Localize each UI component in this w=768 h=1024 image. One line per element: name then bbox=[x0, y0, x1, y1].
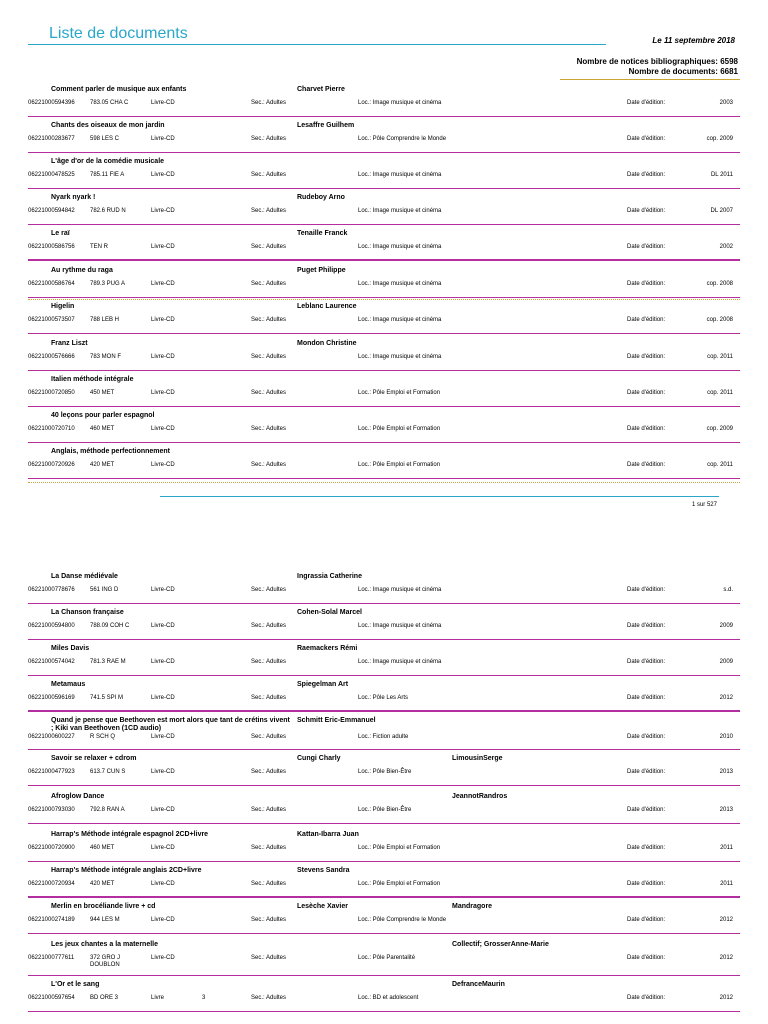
record-location: Loc.: Pôle Les Arts bbox=[358, 695, 409, 701]
record-location: Loc.: Pôle Emploi et Formation bbox=[358, 462, 441, 468]
record-edition-label: Date d'édition: bbox=[627, 734, 666, 740]
record-call-number: 741.5 SPI M bbox=[90, 695, 124, 701]
record-section: Sec.: Adultes bbox=[251, 955, 287, 961]
record-title: Afroglow Dance bbox=[51, 793, 105, 800]
record-edition-year: cop. 2008 bbox=[706, 281, 733, 287]
document-record bbox=[28, 117, 740, 153]
record-location: Loc.: Pôle Parentalité bbox=[358, 955, 416, 961]
document-record bbox=[28, 407, 740, 443]
record-edition-year: cop. 2008 bbox=[706, 317, 733, 323]
dotted-divider bbox=[28, 482, 740, 483]
record-type: Livre-CD bbox=[151, 317, 175, 323]
record-edition-label: Date d'édition: bbox=[627, 881, 666, 887]
record-barcode: 06221000574042 bbox=[28, 659, 75, 665]
record-barcode: 06221000594396 bbox=[28, 100, 75, 106]
record-edition-label: Date d'édition: bbox=[627, 995, 666, 1001]
record-location: Loc.: Pôle Emploi et Formation bbox=[358, 845, 441, 851]
record-call-number: BD ORE 3 bbox=[90, 995, 119, 1001]
record-type: Livre-CD bbox=[151, 695, 175, 701]
record-section: Sec.: Adultes bbox=[251, 734, 287, 740]
record-co-author: JeannotRandros bbox=[452, 793, 508, 800]
record-volume: 3 bbox=[202, 995, 206, 1001]
document-record bbox=[28, 225, 740, 261]
record-barcode: 06221000720850 bbox=[28, 390, 75, 396]
record-title: Savoir se relaxer + cdrom bbox=[51, 755, 137, 762]
record-section: Sec.: Adultes bbox=[251, 659, 287, 665]
record-title: Comment parler de musique aux enfants bbox=[51, 86, 187, 93]
document-record bbox=[28, 262, 740, 298]
record-section: Sec.: Adultes bbox=[251, 881, 287, 887]
record-type: Livre-CD bbox=[151, 244, 175, 250]
record-author: Lesèche Xavier bbox=[297, 903, 348, 910]
record-call-number: 460 MET bbox=[90, 426, 115, 432]
record-barcode: 06221000600227 bbox=[28, 734, 75, 740]
record-type: Livre-CD bbox=[151, 807, 175, 813]
record-title: Higelin bbox=[51, 303, 75, 310]
record-section: Sec.: Adultes bbox=[251, 769, 287, 775]
record-author: Puget Philippe bbox=[297, 267, 346, 274]
record-barcode: 06221000720900 bbox=[28, 845, 75, 851]
record-author: Lesaffre Guilhem bbox=[297, 122, 355, 129]
record-section: Sec.: Adultes bbox=[251, 462, 287, 468]
record-type: Livre-CD bbox=[151, 426, 175, 432]
record-edition-label: Date d'édition: bbox=[627, 426, 666, 432]
record-call-number: TEN R bbox=[90, 244, 108, 250]
record-call-number: 561 ING D bbox=[90, 587, 119, 593]
record-title: Merlin en brocéliande livre + cd bbox=[51, 903, 156, 910]
record-type: Livre-CD bbox=[151, 354, 175, 360]
record-location: Loc.: Pôle Bien-Être bbox=[358, 807, 412, 813]
record-call-number: 788.09 COH C bbox=[90, 623, 130, 629]
record-location: Loc.: Image musique et cinéma bbox=[358, 587, 442, 593]
record-edition-year: 2013 bbox=[719, 769, 733, 775]
record-location: Loc.: Pôle Emploi et Formation bbox=[358, 390, 441, 396]
record-edition-label: Date d'édition: bbox=[627, 587, 666, 593]
record-author: Cungi Charly bbox=[297, 755, 341, 762]
record-barcode: 06221000477923 bbox=[28, 769, 75, 775]
record-edition-label: Date d'édition: bbox=[627, 659, 666, 665]
record-location: Loc.: Pôle Emploi et Formation bbox=[358, 881, 441, 887]
record-call-number: 792.8 RAN A bbox=[90, 807, 125, 813]
record-type: Livre-CD bbox=[151, 390, 175, 396]
record-title: Harrap's Méthode intégrale espagnol 2CD+livre bbox=[51, 831, 209, 838]
record-title: Chants des oiseaux de mon jardin bbox=[51, 122, 165, 129]
record-barcode: 06221000777611 bbox=[28, 955, 75, 961]
record-type: Livre-CD bbox=[151, 917, 175, 923]
record-edition-year: DL 2007 bbox=[710, 208, 733, 214]
record-location: Loc.: Pôle Comprendre le Monde bbox=[358, 136, 447, 142]
record-edition-year: cop. 2011 bbox=[707, 354, 733, 360]
record-edition-label: Date d'édition: bbox=[627, 208, 666, 214]
record-author: Kattan-Ibarra Juan bbox=[297, 831, 359, 838]
document-record bbox=[28, 976, 740, 1012]
record-edition-year: 2013 bbox=[719, 807, 733, 813]
record-type: Livre-CD bbox=[151, 208, 175, 214]
record-title: Quand je pense que Beethoven est mort alors que tant de crétins vivent ; Kiki van Beethoven (1CD audio) bbox=[51, 717, 290, 732]
record-call-number: 420 MET bbox=[90, 462, 115, 468]
record-edition-year: 2012 bbox=[719, 955, 733, 961]
record-edition-label: Date d'édition: bbox=[627, 462, 666, 468]
record-section: Sec.: Adultes bbox=[251, 587, 287, 593]
record-barcode: 06221000720934 bbox=[28, 881, 75, 887]
record-type: Livre-CD bbox=[151, 100, 175, 106]
record-location: Loc.: Image musique et cinéma bbox=[358, 354, 442, 360]
record-location: Loc.: BD et adolescent bbox=[358, 995, 419, 1001]
record-section: Sec.: Adultes bbox=[251, 136, 287, 142]
record-edition-year: 2012 bbox=[719, 917, 733, 923]
record-section: Sec.: Adultes bbox=[251, 208, 287, 214]
record-type: Livre-CD bbox=[151, 281, 175, 287]
record-section: Sec.: Adultes bbox=[251, 917, 287, 923]
document-record bbox=[28, 298, 740, 334]
record-section: Sec.: Adultes bbox=[251, 172, 287, 178]
document-record bbox=[28, 604, 740, 640]
record-section: Sec.: Adultes bbox=[251, 100, 287, 106]
record-edition-label: Date d'édition: bbox=[627, 136, 666, 142]
document-record bbox=[28, 826, 740, 862]
document-record bbox=[28, 898, 740, 934]
record-call-number: 781.3 RAE M bbox=[90, 659, 126, 665]
record-author: Rudeboy Arno bbox=[297, 194, 345, 201]
document-record bbox=[28, 712, 740, 750]
record-edition-year: 2002 bbox=[719, 244, 733, 250]
record-location: Loc.: Image musique et cinéma bbox=[358, 281, 442, 287]
record-title: Les jeux chantes a la maternelle bbox=[51, 941, 158, 948]
record-edition-year: 2012 bbox=[719, 995, 733, 1001]
record-barcode: 06221000274189 bbox=[28, 917, 75, 923]
document-record bbox=[28, 862, 740, 898]
record-location: Loc.: Image musique et cinéma bbox=[358, 172, 442, 178]
document-record bbox=[28, 788, 740, 824]
record-title: Metamaus bbox=[51, 681, 86, 688]
record-edition-year: 2010 bbox=[719, 734, 733, 740]
record-barcode: 06221000594842 bbox=[28, 208, 75, 214]
record-call-number: 785.11 FIE A bbox=[90, 172, 125, 178]
record-edition-year: 2003 bbox=[719, 100, 733, 106]
record-call-number: 782.6 RUD N bbox=[90, 208, 126, 214]
record-barcode: 06221000597654 bbox=[28, 995, 75, 1001]
record-type: Livre-CD bbox=[151, 955, 175, 961]
record-type: Livre-CD bbox=[151, 587, 175, 593]
record-separator bbox=[28, 823, 740, 824]
record-author: Spiegelman Art bbox=[297, 681, 349, 688]
record-barcode: 06221000576666 bbox=[28, 354, 75, 360]
page-footer-line bbox=[160, 496, 719, 497]
record-edition-year: s.d. bbox=[723, 587, 733, 593]
page-indicator: 1 sur 527 bbox=[691, 502, 717, 508]
record-section: Sec.: Adultes bbox=[251, 623, 287, 629]
document-record bbox=[28, 81, 740, 117]
document-record bbox=[28, 640, 740, 676]
document-record bbox=[28, 568, 740, 604]
record-edition-label: Date d'édition: bbox=[627, 354, 666, 360]
record-edition-label: Date d'édition: bbox=[627, 281, 666, 287]
record-barcode: 06221000573507 bbox=[28, 317, 75, 323]
record-location: Loc.: Image musique et cinéma bbox=[358, 317, 442, 323]
record-type: Livre-CD bbox=[151, 881, 175, 887]
record-call-number: 460 MET bbox=[90, 845, 115, 851]
record-location: Loc.: Image musique et cinéma bbox=[358, 659, 442, 665]
record-title: La Chanson française bbox=[51, 609, 124, 616]
record-title: Miles Davis bbox=[51, 645, 90, 652]
document-record bbox=[28, 189, 740, 225]
record-call-number: 450 MET bbox=[90, 390, 115, 396]
record-barcode: 06221000778676 bbox=[28, 587, 75, 593]
record-title: Harrap's Méthode intégrale anglais 2CD+livre bbox=[51, 867, 202, 874]
record-section: Sec.: Adultes bbox=[251, 244, 287, 250]
record-call-number: 613.7 CUN S bbox=[90, 769, 126, 775]
document-record bbox=[28, 335, 740, 371]
record-edition-year: 2009 bbox=[719, 623, 733, 629]
notices-count: Nombre de notices bibliographiques: 6598 bbox=[576, 57, 738, 66]
record-author: Charvet Pierre bbox=[297, 86, 345, 93]
record-section: Sec.: Adultes bbox=[251, 807, 287, 813]
record-call-number: 372 GRO J DOUBLON bbox=[90, 955, 121, 968]
record-separator bbox=[28, 478, 740, 479]
record-location: Loc.: Pôle Bien-Être bbox=[358, 769, 412, 775]
record-location: Loc.: Image musique et cinéma bbox=[358, 244, 442, 250]
record-edition-year: 2012 bbox=[719, 695, 733, 701]
record-title: L'âge d'or de la comédie musicale bbox=[51, 158, 165, 165]
record-edition-year: cop. 2011 bbox=[707, 462, 733, 468]
record-barcode: 06221000586764 bbox=[28, 281, 75, 287]
record-type: Livre bbox=[151, 995, 165, 1001]
record-title: Franz Liszt bbox=[51, 340, 88, 347]
record-call-number: 944 LES M bbox=[90, 917, 120, 923]
record-section: Sec.: Adultes bbox=[251, 845, 287, 851]
record-co-author: Collectif; GrosserAnne-Marie bbox=[452, 941, 549, 948]
stats-underline bbox=[560, 79, 740, 80]
record-location: Loc.: Image musique et cinéma bbox=[358, 100, 442, 106]
record-type: Livre-CD bbox=[151, 734, 175, 740]
record-section: Sec.: Adultes bbox=[251, 426, 287, 432]
record-edition-label: Date d'édition: bbox=[627, 917, 666, 923]
record-location: Loc.: Image musique et cinéma bbox=[358, 623, 442, 629]
record-edition-label: Date d'édition: bbox=[627, 695, 666, 701]
record-section: Sec.: Adultes bbox=[251, 695, 287, 701]
record-author: Tenaille Franck bbox=[297, 230, 348, 237]
record-section: Sec.: Adultes bbox=[251, 995, 287, 1001]
record-edition-label: Date d'édition: bbox=[627, 100, 666, 106]
record-edition-year: 2011 bbox=[720, 845, 733, 851]
document-record bbox=[28, 443, 740, 479]
record-type: Livre-CD bbox=[151, 769, 175, 775]
record-type: Livre-CD bbox=[151, 845, 175, 851]
record-location: Loc.: Pôle Emploi et Formation bbox=[358, 426, 441, 432]
record-edition-label: Date d'édition: bbox=[627, 807, 666, 813]
record-author: Mondon Christine bbox=[297, 340, 357, 347]
record-title: 40 leçons pour parler espagnol bbox=[51, 412, 155, 419]
report-date: Le 11 septembre 2018 bbox=[652, 36, 735, 45]
record-author: Leblanc Laurence bbox=[297, 303, 357, 310]
record-barcode: 06221000586756 bbox=[28, 244, 75, 250]
record-title: Au rythme du raga bbox=[51, 267, 113, 274]
title-underline bbox=[28, 44, 606, 45]
record-location: Loc.: Pôle Comprendre le Monde bbox=[358, 917, 447, 923]
record-title: Nyark nyark ! bbox=[51, 194, 96, 201]
stats-block bbox=[577, 57, 738, 77]
record-edition-label: Date d'édition: bbox=[627, 244, 666, 250]
record-title: Italien méthode intégrale bbox=[51, 376, 134, 383]
record-edition-label: Date d'édition: bbox=[627, 955, 666, 961]
record-edition-year: 2011 bbox=[720, 881, 733, 887]
record-edition-year: 2009 bbox=[719, 659, 733, 665]
record-barcode: 06221000720710 bbox=[28, 426, 75, 432]
record-barcode: 06221000478525 bbox=[28, 172, 75, 178]
record-type: Livre-CD bbox=[151, 462, 175, 468]
document-record bbox=[28, 676, 740, 712]
documents-count: Nombre de documents: 6681 bbox=[628, 67, 738, 76]
record-edition-year: cop. 2011 bbox=[707, 390, 733, 396]
record-edition-label: Date d'édition: bbox=[627, 172, 666, 178]
record-edition-year: cop. 2009 bbox=[706, 426, 733, 432]
record-co-author: DefranceMaurin bbox=[452, 981, 505, 988]
record-barcode: 06221000596169 bbox=[28, 695, 75, 701]
document-record bbox=[28, 750, 740, 786]
record-co-author: Mandragore bbox=[452, 903, 493, 910]
record-title: La Danse médiévale bbox=[51, 573, 118, 580]
record-barcode: 06221000720926 bbox=[28, 462, 75, 468]
record-author: Schmitt Eric-Emmanuel bbox=[297, 717, 376, 724]
record-type: Livre-CD bbox=[151, 136, 175, 142]
record-edition-label: Date d'édition: bbox=[627, 845, 666, 851]
record-title: L'Or et le sang bbox=[51, 981, 100, 988]
record-type: Livre-CD bbox=[151, 659, 175, 665]
dotted-divider bbox=[28, 299, 740, 300]
document-record bbox=[28, 371, 740, 407]
record-call-number: 788 LEB H bbox=[90, 317, 120, 323]
record-edition-label: Date d'édition: bbox=[627, 390, 666, 396]
record-separator bbox=[28, 259, 740, 261]
record-separator bbox=[28, 1011, 740, 1012]
record-edition-year: cop. 2009 bbox=[706, 136, 733, 142]
record-title: Le raï bbox=[51, 230, 70, 237]
record-author: Raemackers Rémi bbox=[297, 645, 358, 652]
record-author: Stevens Sandra bbox=[297, 867, 350, 874]
record-type: Livre-CD bbox=[151, 172, 175, 178]
record-edition-label: Date d'édition: bbox=[627, 769, 666, 775]
record-barcode: 06221000283677 bbox=[28, 136, 75, 142]
record-edition-label: Date d'édition: bbox=[627, 623, 666, 629]
record-title: Anglais, méthode perfectionnement bbox=[51, 448, 171, 455]
record-call-number: 783.05 CHA C bbox=[90, 100, 129, 106]
document-title: Liste de documents bbox=[49, 25, 188, 42]
record-type: Livre-CD bbox=[151, 623, 175, 629]
record-call-number: 598 LES C bbox=[90, 136, 120, 142]
record-section: Sec.: Adultes bbox=[251, 281, 287, 287]
record-call-number: R SCH Q bbox=[90, 734, 116, 740]
record-edition-year: DL 2011 bbox=[710, 172, 733, 178]
document-record bbox=[28, 936, 740, 976]
record-separator bbox=[28, 333, 740, 334]
record-section: Sec.: Adultes bbox=[251, 354, 287, 360]
document-record bbox=[28, 153, 740, 189]
record-separator bbox=[28, 785, 740, 786]
record-co-author: LimousinSerge bbox=[452, 755, 503, 762]
record-call-number: 789.3 PUG A bbox=[90, 281, 126, 287]
record-edition-label: Date d'édition: bbox=[627, 317, 666, 323]
record-location: Loc.: Image musique et cinéma bbox=[358, 208, 442, 214]
record-call-number: 420 MET bbox=[90, 881, 115, 887]
record-call-number: 783 MON F bbox=[90, 354, 122, 360]
record-location: Loc.: Fiction adulte bbox=[358, 734, 409, 740]
record-section: Sec.: Adultes bbox=[251, 390, 287, 396]
record-separator bbox=[28, 933, 740, 934]
record-barcode: 06221000594800 bbox=[28, 623, 75, 629]
record-section: Sec.: Adultes bbox=[251, 317, 287, 323]
record-author: Cohen-Solal Marcel bbox=[297, 609, 362, 616]
record-barcode: 06221000793030 bbox=[28, 807, 75, 813]
record-author: Ingrassia Catherine bbox=[297, 573, 362, 580]
